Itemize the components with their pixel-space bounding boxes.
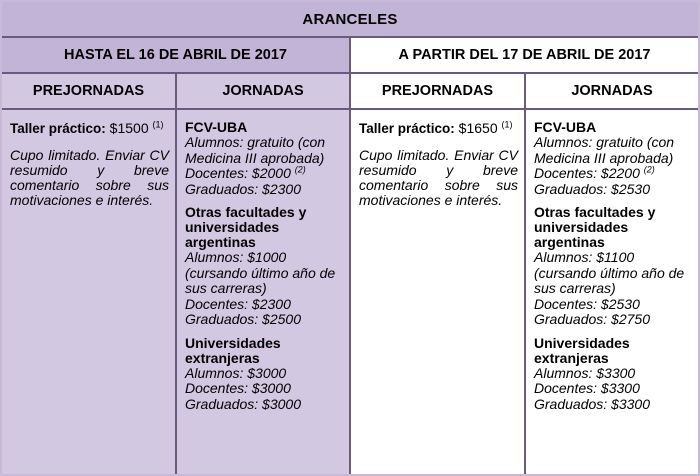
- price-graduados: Graduados: $2750: [534, 311, 650, 327]
- price-docentes: Docentes: $3300: [534, 380, 640, 396]
- column-header-prejornadas-1: PREJORNADAS: [2, 74, 177, 110]
- price-alumnos: Alumnos: gratuito (con Medicina III aprobada): [185, 134, 326, 166]
- period-header-2: A PARTIR DEL 17 DE ABRIL DE 2017: [351, 38, 698, 74]
- price-docentes-line: [534, 166, 692, 182]
- price-alumnos: Alumnos: $1000 (cursando último año de sus carreras): [185, 249, 336, 296]
- group-title: Universidades extranjeras: [534, 334, 630, 366]
- price-docentes: Docentes: $3000: [185, 380, 291, 396]
- footnote-ref: (1): [152, 119, 164, 130]
- prejornadas-cell-1: [2, 110, 177, 474]
- column-header-jornadas-2: JORNADAS: [526, 74, 698, 110]
- group-title: Otras facultades y universidades argentinas: [534, 204, 656, 250]
- price-graduados: Graduados: $3000: [185, 395, 301, 412]
- price-graduados: Graduados: $2300: [185, 180, 301, 197]
- period-header-1: HASTA EL 16 DE ABRIL DE 2017: [2, 38, 351, 74]
- taller-note: Cupo limitado. Enviar CV resumido y breve comentario sobre sus motivaciones e interés.: [359, 146, 518, 208]
- jornadas-cell-2: [526, 110, 698, 474]
- group-universidades-extranjeras: [534, 336, 692, 413]
- price-docentes: Docentes: $2530: [534, 295, 640, 312]
- price-graduados: Graduados: $2530: [534, 180, 650, 197]
- price-alumnos: Alumnos: $3300: [534, 364, 636, 381]
- price-docentes: Docentes: $2200: [534, 165, 640, 181]
- table-title: ARANCELES: [2, 2, 698, 38]
- taller-label: Taller práctico:: [359, 121, 455, 136]
- group-title: Universidades extranjeras: [185, 334, 281, 366]
- group-universidades-extranjeras: [185, 336, 343, 413]
- price-graduados: Graduados: $2500: [185, 311, 301, 327]
- group-title: FCV-UBA: [534, 119, 597, 135]
- price-docentes-line: [185, 166, 343, 182]
- prejornadas-cell-2: [351, 110, 526, 474]
- price-graduados: Graduados: $3300: [534, 395, 650, 412]
- taller-practico-line: [10, 120, 169, 138]
- price-alumnos: Alumnos: $1100 (cursando último año de sus carreras): [534, 249, 685, 296]
- group-fcv-uba: [534, 120, 692, 197]
- price-docentes: Docentes: $2300: [185, 295, 291, 312]
- taller-price: $1500: [109, 120, 149, 136]
- jornadas-cell-1: [177, 110, 351, 474]
- column-header-prejornadas-2: PREJORNADAS: [351, 74, 526, 110]
- group-otras-facultades: [534, 205, 692, 328]
- taller-label: Taller práctico:: [10, 121, 106, 136]
- column-header-jornadas-1: JORNADAS: [177, 74, 351, 110]
- taller-practico-line: [359, 120, 518, 138]
- taller-price: $1650: [458, 120, 498, 136]
- taller-note: Cupo limitado. Enviar CV resumido y breve comentario sobre sus motivaciones e interés.: [10, 146, 169, 208]
- footnote-ref: (2): [294, 164, 306, 175]
- footnote-ref: (1): [501, 119, 513, 130]
- price-docentes: Docentes: $2000: [185, 165, 291, 181]
- price-alumnos: Alumnos: gratuito (con Medicina III aprobada): [534, 134, 675, 166]
- group-fcv-uba: [185, 120, 343, 197]
- group-title: Otras facultades y universidades argentinas: [185, 204, 307, 250]
- footnote-ref: (2): [643, 164, 655, 175]
- group-title: FCV-UBA: [185, 119, 248, 135]
- group-otras-facultades: [185, 205, 343, 328]
- price-alumnos: Alumnos: $3000: [185, 364, 287, 381]
